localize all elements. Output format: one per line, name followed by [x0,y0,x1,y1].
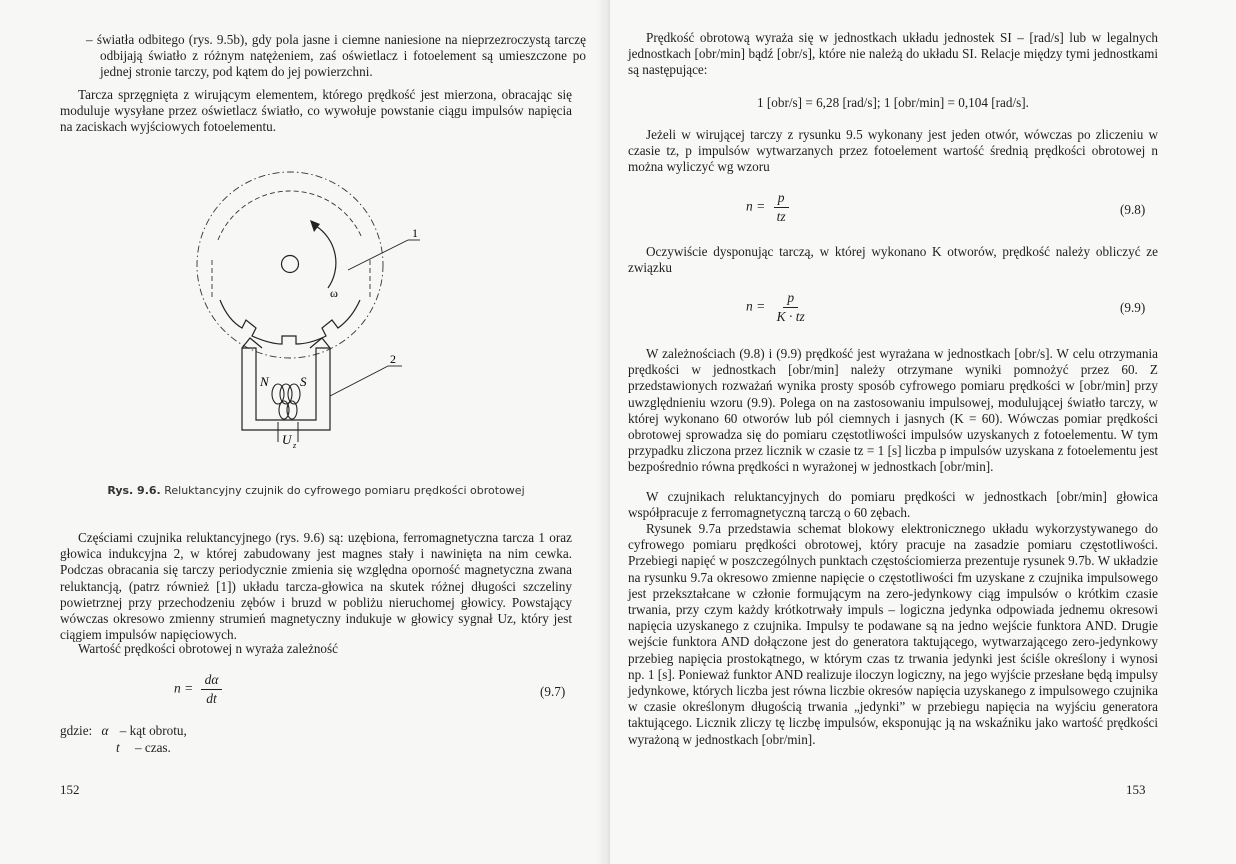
where-desc-t: – czas. [134,740,171,755]
rotation-arrowhead [310,220,320,232]
page-number-left: 152 [60,782,80,797]
dashed-rim-arc [218,191,362,240]
list-item-reflected-light: – światła odbitego (rys. 9.5b), gdy pola jasne i ciemne naniesione na nieprzezroczystą tarczę odbijają światło z różnym natężeniem, zaś oświetlacz i fotoelement są umieszczone po jednej stronie tarczy, pod kątem do jej powierzchni. [86,32,586,80]
eq-9-7-lhs: n = [174,680,194,696]
where-label: gdzie: [60,723,93,738]
caption-ref: Rys. 9.6. [107,484,161,497]
label-2: 2 [390,352,396,366]
paragraph-single-hole: Jeżeli w wirującej tarczy z rysunku 9.5 wykonany jest jeden otwór, wówczas po zliczeniu w czasie tz, p impulsów wytwarzanych przez fotoelement wartość średnią prędkości obrotowej n można wyliczyć wg wzoru [628,127,1158,175]
equation-9-8 [746,190,790,225]
paragraph-speed-value: Wartość prędkości obrotowej n wyraża zależność [78,641,339,656]
eq-9-8-denominator: tz [776,209,786,224]
eq-9-8-numerator: p [774,190,789,208]
pole-n-label: N [260,374,269,389]
leader-line-2 [330,366,388,396]
pole-s-label: S [300,374,307,389]
equation-9-9 [746,290,809,325]
paragraph-disc-coupled: Tarcza sprzęgnięta z wirującym elementem, którego prędkość jest mierzona, obracając się moduluje wysyłane przez oświetlacz światło, co wywołuje powstanie ciągu impulsów napięcia na zaciskach wyjściowych fotoelementu. [60,87,572,135]
paragraph-reluctance-sensors: W czujnikach reluktancyjnych do pomiaru prędkości w jednostkach [obr/min] głowica współpracuje z ferromagnetyczną tarczą o 60 zębach. [628,489,1158,521]
paragraph-dependencies: W zależnościach (9.8) i (9.9) prędkość jest wyrażana w jednostkach [obr/s]. W celu otrzymania prędkości w jednostkach [obr/min] należy otrzymane wyniki pomnożyć przez 60. Z przedstawionych rozważań wynika prosty sposób cyfrowego pomiaru prędkości w [obr/min] przy uwzględnieniu wzoru (9.9). Polega on na zastosowaniu impulsowej, modulującej światło tarczy, w której wykonano 60 otworów lub pól ciemnych i jasnych (K = 60). Wówczas pomiar prędkości obrotowej sprowadza się do pomiaru częstotliwości impulsów uzyskanych z fotoelementu. W tym przypadku zliczona przez licznik w czasie tz = 1 [s] liczba p impulsów uzyskana z fotoelementu jest bezpośrednio równa prędkości n wyrażonej w jednostkach [obr/min]. [628,346,1158,475]
paragraph-k-holes: Oczywiście dysponując tarczą, w której wykonano K otworów, prędkość należy obliczyć ze związku [628,244,1158,276]
where-desc-alpha: – kąt obrotu, [119,723,187,738]
eq-9-9-fraction [773,290,809,325]
coil-winding [272,384,300,419]
uz-label: U [282,432,292,447]
disc-hub [282,256,299,273]
paragraph-speed-units: Prędkość obrotową wyraża się w jednostkach układu jednostek SI – [rad/s] lub w legalnych jednostkach [obr/min] bądź [obr/s], które nie należą do układu SI. Relacje między tymi jednostkami są następujące: [628,30,1158,78]
reluctance-sensor-figure [180,160,420,460]
leader-line-1 [348,240,408,270]
rotation-arrow [316,226,336,288]
left-page [0,0,610,864]
equation-9-7 [174,672,222,707]
pole-tip-right [310,338,330,348]
caption-text: Reluktancyjny czujnik do cyfrowego pomiaru prędkości obrotowej [164,484,525,497]
eq-9-9-numerator: p [783,290,798,308]
outer-guide-circle [197,172,383,358]
eq-9-7-denominator: dt [206,691,217,706]
unit-relation-line: 1 [obr/s] = 6,28 [rad/s]; 1 [obr/min] = 0,104 [rad/s]. [757,95,1029,110]
figure-caption [60,484,572,497]
paragraph-figure-9-7: Rysunek 9.7a przedstawia schemat blokowy elektronicznego układu wykorzystywanego do cyfrowego pomiaru prędkości obrotowej, który pracuje na zasadzie pomiaru częstotliwości. Przebiegi napięć w poszczególnych punktach częstościomierza prezentuje rysunek 9.7b. W układzie na rysunku 9.7a okresowo zmienne napięcie o częstotliwości fm uzyskane z czujnika impulsowego jest przekształcane w członie formującym na zero-jedynkowy ciąg impulsów o krótkim czasie trwania, przy czym każdy krótkotrwały impuls – logiczna jedynka odpowiada jednemu okresowi napięcia uzyskanego z czujnika. Impulsy te podawane są na jedno wejście funktora AND. Drugie wejście funktora AND dołączone jest do generatora taktującego, wytwarzającego zero-jedynkowy przebieg napięcia prostokątnego, w którym czas tz trwania jedynki jest ściśle określony i wynosi np. 1 [s]. Ponieważ funktor AND realizuje iloczyn logiczny, na jego wyjście przesłane będą impulsy jedynkowe, których liczba jest równa liczbie okresów napięcia uzyskanego z impulsowego czujnika w czasie określonym długością trwania „jedynki” w przebiegu napięcia na wyjściu generatora taktującego. Licznik zliczy tę liczbę impulsów, eksponując ją na wskaźniku jako wartość prędkości wyrażoną w jednostkach [obr/min]. [628,521,1158,747]
eq-9-8-lhs: n = [746,198,766,214]
eq-9-8-fraction [773,190,790,225]
eq-9-9-lhs: n = [746,298,766,314]
uz-subscript: z [293,441,297,450]
where-block [60,722,360,756]
toothed-disc-edge [220,300,360,344]
eq-9-7-numerator: dα [201,672,223,690]
eq-9-7-fraction [201,672,223,707]
eq-9-9-denominator: K · tz [776,309,805,324]
omega-label: ω [330,286,338,300]
paragraph-sensor-parts: Częściami czujnika reluktancyjnego (rys. 9.6) są: uzębiona, ferromagnetyczna tarcza 1 oraz głowica indukcyjna 2, w której zabudowany jest magnes stały i nawinięta na nim cewka. Podczas obracania się tarczy periodycznie zmienia się względna oporność magnetyczna zwana reluktancją, (patrz również [1]) układu tarcza-głowica na skutek różnej długości szczeliny powietrznej przy przechodzeniu zębów i bruzd w pobliżu nieruchomej głowicy. Powstający wówczas okresowo zmienny strumień magnetyczny indukuje w głowicy sygnał Uz, który jest ciągiem impulsów napięciowych. [60,530,572,643]
label-1: 1 [412,226,418,240]
right-page [610,0,1236,864]
page-number-right: 153 [1126,782,1146,797]
eq-9-7-number: (9.7) [540,684,566,699]
where-symbol-alpha: α [101,723,109,738]
eq-9-9-number: (9.9) [1120,300,1146,315]
eq-9-8-number: (9.8) [1120,202,1146,217]
where-symbol-t: t [116,740,120,755]
